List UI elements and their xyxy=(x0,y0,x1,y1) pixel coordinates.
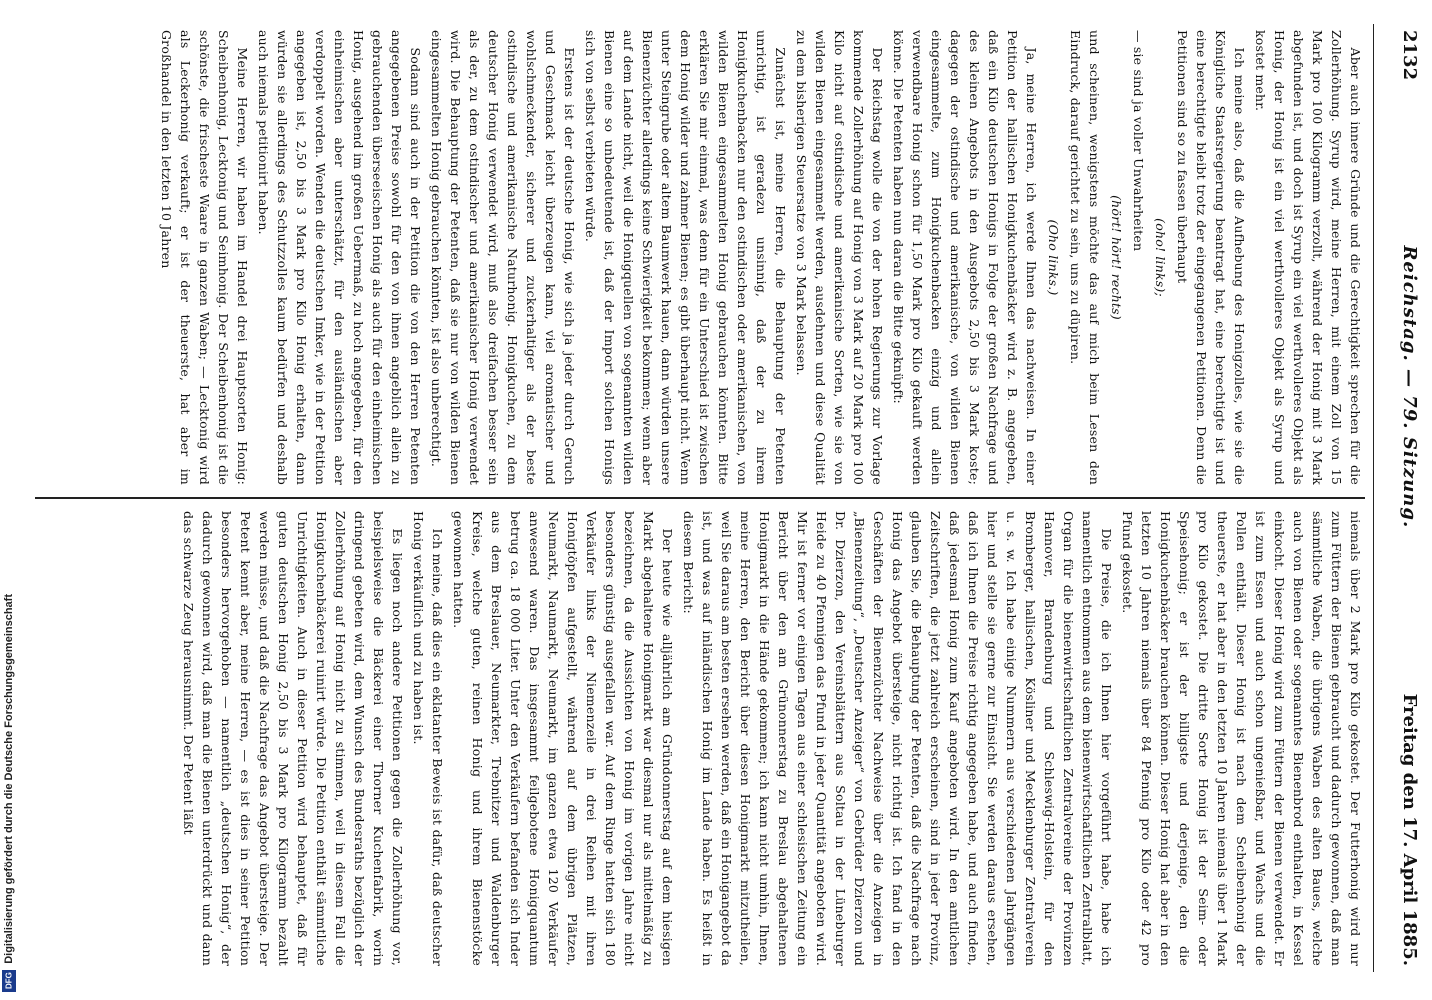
paragraph: Sodann sind auch in der Petition die von den Herren Petenten angegebenen Preise sowohl für den von ihnen angeblich allein zu gebrauchenden überseeischen Honig als auch für den einheimischen Honig, ausgehend im großen Uebermaß, zu hoch angegeben, für den einheimischen aber unterschätzt, für den ausländischen aber verdoppelt worden. Wenden die deutschen Imker, wie in der Petition angegeben ist, 2,50 bis 3 Mark pro Kilo Honig erhalten, dann würden sie allerdings des Schutzzolles kaum bedürfen und deshalb auch niemals petitionirt haben. xyxy=(256,30,423,485)
paragraph: — sie sind ja voller Unwahrheiten xyxy=(1131,30,1146,252)
paragraph: Es liegen noch andere Petitionen gegen die Zollerhöhung vor, beispielsweise die Bäckerei einer Thorner Kuchenfabrik, worin dringend gebeten wird, dem Wunsch des Bundesraths bezüglich der Zollerhöhung auf Honig nicht zu stimmen, weil in diesem Fall die Honigkuchenbäckerei ruinirt würde. Die Petition enthält sämmtliche Unrichtigkeiten. Auch in dieser Petition wird behauptet, daß für guten deutschen Honig 2,50 bis 3 Mark pro Kilogramm bezahlt werden müsse, und daß die Nachfrage das Angebot übersteige. Der Petent kennt aber, meine Herren, — es ist dies in seiner Petition besonders hervorgehoben — namentlich „deutschen Honig“, der dadurch gewonnen wird, daß man die Bienen unterdrückt und dann das schwarze Zeug herausnimmt. Der Petent läßt xyxy=(181,511,405,966)
column-divider xyxy=(35,497,1365,499)
paragraph: Erstens ist der deutsche Honig, wie sich ja jeder durch Geruch und Geschmack leicht überzeugen kann, viel aromatischer und wohlschmeckender, sicherer und zuckerhaltiger als der beste ostindische und amerikanische Naturhonig. Honigkuchen, zu dem deutscher Honig verwendet wird, muß also dreifachen besser sein als der, zu dem ostindischer und amerikanischer Honig verwendet wird. Die Behauptung der Petenten, daß sie nur von wilden Bienen eingesammelten Honig gebrauchen könnten, ist also unberechtigt. xyxy=(429,30,577,485)
dfg-logo: DFG xyxy=(2,970,16,992)
digitization-credit: Digitalisierung gefördert durch die Deutsche Forschungsgemeinschaft xyxy=(3,594,15,964)
page-number: 2132 xyxy=(1399,30,1420,81)
paragraph: Ich meine also, daß die Aufhebung des Honigzolles, wie sie die Königliche Staatsregierung beantragt hat, eine berechtigte ist und eine berechtigte bleibt trotz der eingegangenen Petitionen. Denn die Petitionen sind so zu fassen überhaupt xyxy=(1175,30,1247,485)
right-column xyxy=(35,505,1365,972)
paragraph: Die Preise, die ich Ihnen hier vorgeführt habe, habe ich namentlich entnommen aus dem bienenwirtschaftlichen Zentralblatt, Organ für die bienenwirtschaftlichen Zentralvereine der Provinzen Hannover, Brandenburg und Schleswig-Holstein, für den Bromberger, hallischen, Kösliner und Mecklenburger Zentralverein u. s. w. Ich habe einige Nummern aus verschiedenen Jahrgängen hier und stelle sie gerne zur Einsicht. Sie werden daraus ersehen, daß ich Ihnen die Preise richtig angegeben habe, und auch finden, daß jedesmal Honig zum Kauf angeboten wird. In den amtlichen Zeitschriften, die jetzt zahlreich erscheinen, sind in jeder Provinz, glauben Sie, die Behauptung der Petenten, daß die Nachfrage nach Honig das Angebot übersteige, nicht richtig ist. Ich fand in den Geschäften der Bienenzüchter Nachweise über die Anzeigen in „Bienenzeitung“, „Deutscher Anzeiger“ von Gebrüder Dzierzon und Dr. Dzierzon, den Vereinsblättern aus Soltau in der Lüneburger Heide zu 40 Pfennigen das Pfund in jeder Quantität angeboten wird. Mir ist ferner vor einigen Tagen aus einer schlesischen Zeitung ein Bericht über den am Grünonnerstag zu Breslau abgehaltenen Honigmarkt in die Hände gekommen; ich kann nicht umhin, Ihnen, meine Herren, den Bericht über diesen Honigmarkt mitzutheilen, weil Sie daraus am besten ersehen werden, daß ein Honigangebot da ist, und was auf inländischen Honig im Lande haben. Es heißt in diesem Bericht: xyxy=(681,511,1114,966)
paragraph: Aber auch innere Gründe und die Gerechtigkeit sprechen für die Zollerhöhung. Syrup wird, meine Herren, mit einem Zoll von 15 Mark pro 100 Kilogramm verzollt, während der Honig mit 3 Mark abgefunden ist, und doch ist Syrup ein viel werthvolleres Objekt als Honig, der Honig ist ein viel werthvolleres Objekt als Syrup und kostet mehr. xyxy=(1253,30,1363,485)
left-column xyxy=(35,24,1365,491)
interjection: (oho! links); xyxy=(1153,218,1168,297)
session-date: Freitag den 17. April 1885. xyxy=(1399,693,1420,966)
paragraph: Der Reichstag wolle die von der hohen Regierungs zur Vorlage kommende Zollerhöhung auf Honig von 3 Mark auf 20 Mark pro 100 Kilo nicht auf ostindische und amerikanische Sorten, wie sie von wilden Bienen eingesammelt werden, ausdehnen und diese Qualität zu dem bisherigen Steuersatze von 3 Mark belassen. xyxy=(794,30,885,485)
text-columns xyxy=(35,24,1365,972)
interjection: (Oho links.) xyxy=(1046,219,1061,296)
paragraph: Der heute wie alljährlich am Gründonnerstag auf dem hiesigen Markt abgehaltene Honigmarkt war diesmal nur als mittelmäßig zu bezeichnen, da die Aussichten von Honig im vorigen Jahre nicht besonders günstig ausgefallen war. Auf dem Ringe hatten sich 180 Verkäufer links der Niemenzeile in drei Reihen mit ihren Honigtöpfen aufgestellt, während auf dem übrigen Plätzen, Neumarkt, Naumarkt, Neumarkt, im ganzen etwa 120 Verkäufer anwesend waren. Das insgesammt feilgebotene Honigquantum betrug ca. 18 000 Liter. Unter den Verkäufern befanden sich Inder aus dem Breslauer, Neumarkter, Trebnitzer und Waldenburger Kreise, welche guten, reinen Honig und ihrem Bienenstöcke gewonnen hatten. xyxy=(451,511,675,966)
paragraph: Meine Herren, wir haben im Handel drei Hauptsorten Honig: Scheibenhonig, Lecktonig und Seimhonig. Der Scheibenhonig ist die schönste, die frischeste Waare in ganzen Waben; — Lecktonig wird als Leckerhonig verkauft; er ist der theuerste, hat aber im Großhandel in den letzten 10 Jahren xyxy=(159,30,250,485)
paragraph: Ich meine, daß dies ein eklatanter Beweis ist dafür, daß deutscher Honig verkäuflich und zu haben ist. xyxy=(411,511,445,966)
session-title: Reichstag. — 79. Sitzung. xyxy=(1399,245,1420,529)
paragraph: Ja, meine Herren, ich werde Ihnen das nachweisen. In einer Petition der hallischen Honigkuchenbäcker wird z. B. angegeben, daß ein Kilo deutschen Honigs in Folge der großen Nachfrage und des kleinen Angebots in den Ausgebots 2,50 bis 3 Mark koste; dagegen der ostindische und amerikanische, von wilden Bienen eingesammelte, zum Honigkuchenbacken einzig und allein verwendbare Honig schon für 1,50 Mark pro Kilo gekauft werden könne. Die Petenten haben nun daran die Bitte geknüpft: xyxy=(891,30,1039,485)
paragraph: und scheinen, wenigstens möchte das auf mich beim Lesen den Eindruck, darauf gerichtet zu sein, uns zu düpiren. xyxy=(1068,30,1102,485)
interjection: (hört! hört! rechts) xyxy=(1109,195,1124,320)
paragraph: niemals über 2 Mark pro Kilo gekostet. Der Futterhonig wird nur zum Füttern der Bienen gebraucht und dadurch gewonnen, daß man sämmtliche Waben, die übrigens Waben des alten Baues, welche auch von Bienen oder sogenanntes Bienenbrod enthalten, in Kessel einkocht. Dieser Honig wird zum Füttern der Bienen verwendet. Er ist zum Essen und auch schon ungenießbar, und Wachs und die Pollen enthält. Dieser Honig ist nach dem Scheibenhonig der theuerste, er hat aber in den letzten 10 Jahren niemals über 1 Mark pro Kilo gekostet. Die dritte Sorte Honig ist der Seim- oder Speisehonig; er ist der billigste und derjenige, den die Honigkuchenbäcker brauchen können. Dieser Honig hat aber in den letzten 10 Jahren niemals über 84 Pfennig pro Kilo oder 42 pro Pfund gekostet. xyxy=(1120,511,1363,966)
paragraph: Zunächst ist, meine Herren, die Behauptung der Petenten unrichtig, ist geradezu unsinnig, daß der zu ihrem Honigkuchenbacken nur den ostindischen oder amerikanischen, von wilden Bienen eingesammelten Honig gebrauchen könnten. Bitte erklären Sie mir einmal, was denn für ein Unterschied ist zwischen dem Honig wilder und zahmer Bienen; es gibt überhaupt nicht. Wenn unter Steingrube oder altem Baumwerk hauen, dann würden unsere Bienenzüchter allerdings keine Schwierigkeit bekommen; wenn aber auf dem Lande nicht, weil die Honigquellen von sogenannten wilden Bienen eine so unbedeutende ist, daß der Import solchen Honigs sich von selbst verbieten würde. xyxy=(583,30,788,485)
digitization-sidebar xyxy=(0,0,18,1000)
page-header xyxy=(1373,24,1426,972)
